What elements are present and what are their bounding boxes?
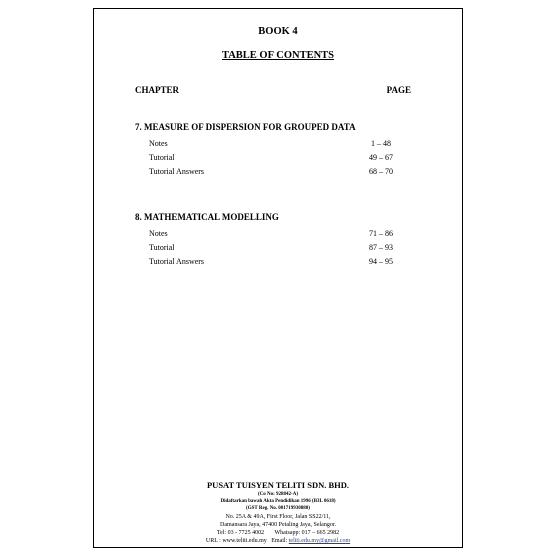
toc-header-row xyxy=(135,85,411,95)
gst-number: (GST Reg. No. 001719930880) xyxy=(246,506,310,511)
entry-label: Notes xyxy=(149,139,168,148)
entry-label: Tutorial xyxy=(149,153,175,162)
website-url: URL : www.teliti.edu.my xyxy=(205,538,267,544)
email-link[interactable]: teliti.edu.my@gmail.com xyxy=(288,538,351,544)
toc-entry xyxy=(149,229,411,238)
entry-pages: 71 – 86 xyxy=(369,229,393,238)
whatsapp: Whatsapp: 017 – 665 2982 xyxy=(274,530,340,536)
entry-pages: 94 – 95 xyxy=(369,257,393,266)
address-line-2: Damansara Jaya, 47400 Petaling Jaya, Selangor. xyxy=(220,522,336,528)
toc-entry xyxy=(149,257,411,266)
registration-note: Didaftarkan bawah Akta Pendidikan 1996 (B3L 0618) xyxy=(220,499,336,504)
entry-label: Notes xyxy=(149,229,168,238)
entry-label: Tutorial Answers xyxy=(149,257,205,266)
entry-label: Tutorial Answers xyxy=(149,167,205,176)
toc-entry xyxy=(149,139,411,148)
chapter-heading: 7. MEASURE OF DISPERSION FOR GROUPED DATA xyxy=(135,122,356,132)
document-page xyxy=(93,8,463,548)
toc-title: TABLE OF CONTENTS xyxy=(221,50,335,61)
chapter-column-header: CHAPTER xyxy=(135,85,180,95)
page-column-header: PAGE xyxy=(386,85,411,95)
email-label: Email: xyxy=(271,538,288,544)
book-title: BOOK 4 xyxy=(258,26,298,37)
toc-entry xyxy=(149,153,411,162)
contact-web-line xyxy=(94,538,462,544)
address-line-1: No. 25A & 49A, First Floor, Jalan SS22/11, xyxy=(225,514,331,520)
contact-phone-line xyxy=(94,530,462,536)
company-name: PUSAT TUISYEN TELITI SDN. BHD. xyxy=(206,480,350,490)
toc-entry xyxy=(149,167,411,176)
toc-entry xyxy=(149,243,411,252)
telephone: Tel: 03 - 7725 4002 xyxy=(216,530,265,536)
entry-pages: 87 – 93 xyxy=(369,243,393,252)
entry-pages: 1 – 48 xyxy=(371,139,391,148)
entry-pages: 49 – 67 xyxy=(369,153,393,162)
entry-pages: 68 – 70 xyxy=(369,167,393,176)
company-number: (Co No: 928842-A) xyxy=(258,492,298,497)
entry-label: Tutorial xyxy=(149,243,175,252)
chapter-heading: 8. MATHEMATICAL MODELLING xyxy=(135,212,279,222)
